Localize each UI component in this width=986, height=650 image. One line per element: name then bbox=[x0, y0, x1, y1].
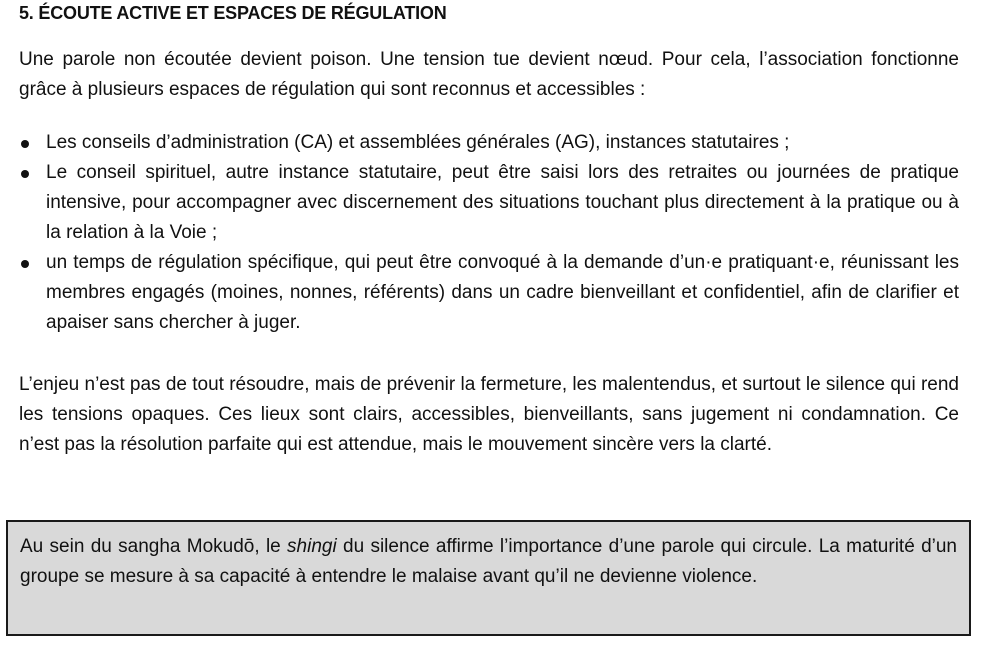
bullet-icon bbox=[21, 170, 29, 178]
bullet-icon bbox=[21, 140, 29, 148]
intro-paragraph: Une parole non écoutée devient poison. Une tension tue devient nœud. Pour cela, l’association fonctionne grâce à plusieurs espaces de régulation qui sont reconnus et accessibles : bbox=[19, 49, 959, 100]
callout-text-end: du silence affirme l’importance d’une parole qui circule. La maturité d’un groupe se mesure à sa capacité à entendre le malaise avant qu’il ne devienne violence. bbox=[20, 536, 957, 587]
callout-text-start: Au sein du sangha Mokudō, le bbox=[20, 536, 288, 557]
section-heading: 5. ÉCOUTE ACTIVE ET ESPACES DE RÉGULATION bbox=[19, 3, 447, 23]
bullet-icon bbox=[21, 260, 29, 268]
list-item-text: un temps de régulation spécifique, qui peut être convoqué à la demande d’un·e pratiquant·e, réunissant les membres engagés (moines, nonnes, référents) dans un cadre bienveillant et confidentiel, afin de clarifier et apaiser sans chercher à juger. bbox=[46, 252, 959, 333]
list-item bbox=[19, 158, 959, 248]
callout-text bbox=[20, 532, 957, 592]
list-item-text: Les conseils d’administration (CA) et assemblées générales (AG), instances statutaires ; bbox=[46, 132, 790, 153]
list-item bbox=[19, 128, 959, 158]
regulation-spaces-list bbox=[19, 128, 959, 338]
callout-emphasis: shingi bbox=[287, 536, 337, 557]
outro-paragraph: L’enjeu n’est pas de tout résoudre, mais de prévenir la fermeture, les malentendus, et surtout le silence qui rend les tensions opaques. Ces lieux sont clairs, accessibles, bienveillants, sans jugement ni condamnation. Ce n’est pas la résolution parfaite qui est attendue, mais le mouvement sincère vers la clarté. bbox=[19, 374, 959, 455]
list-item bbox=[19, 248, 959, 338]
callout-box bbox=[6, 520, 971, 636]
list-item-text: Le conseil spirituel, autre instance statutaire, peut être saisi lors des retraites ou journées de pratique intensive, pour accompagner avec discernement des situations touchant plus directement à la pratique ou à la relation à la Voie ; bbox=[46, 162, 959, 243]
